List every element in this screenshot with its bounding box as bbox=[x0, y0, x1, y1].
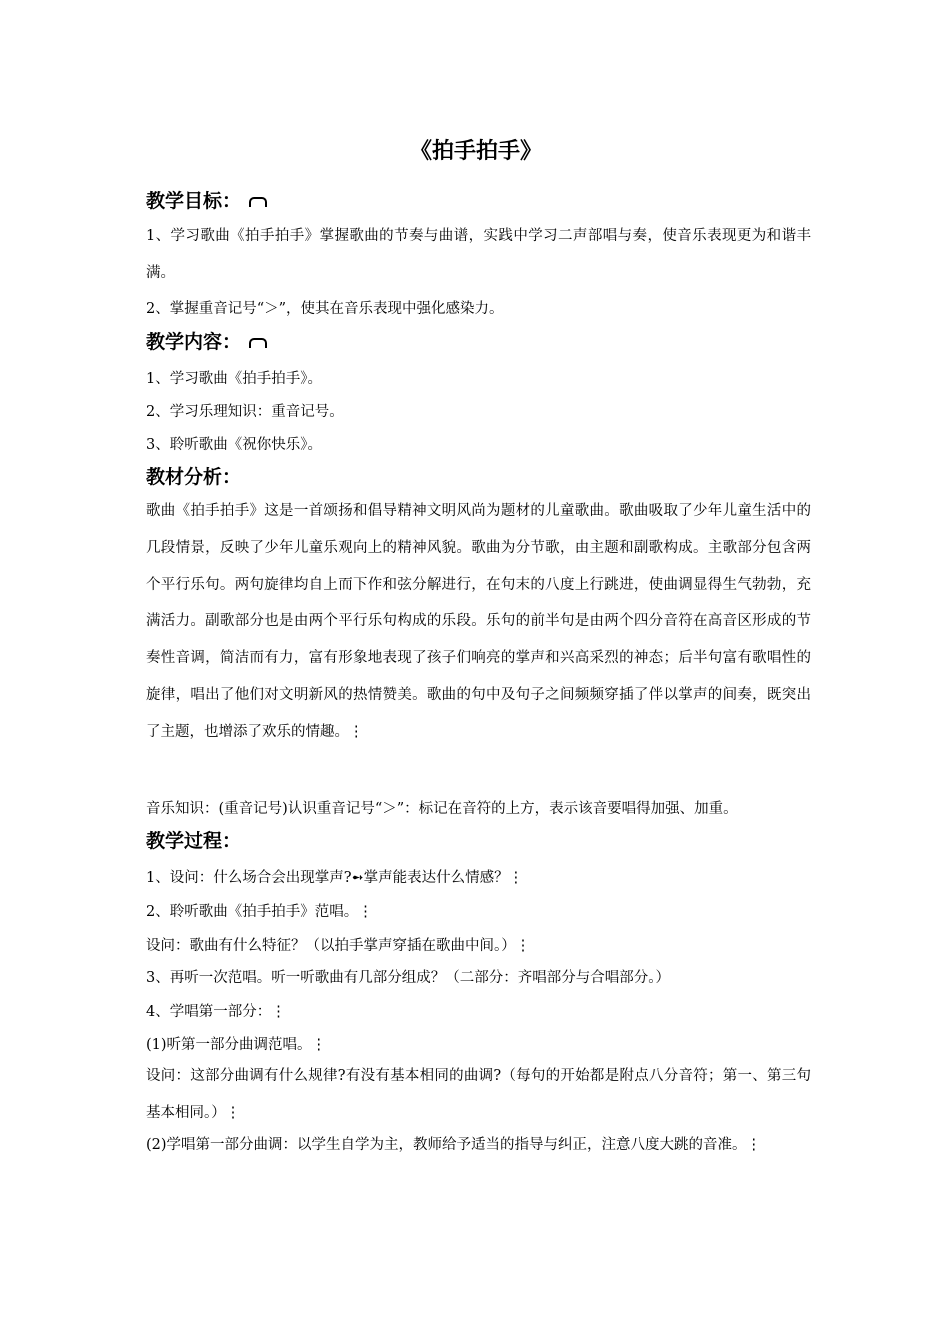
process-line-1: 1、设问：什么场合会出现掌声?➻掌声能表达什么情感？⋮ bbox=[146, 870, 524, 886]
analysis-paragraph: 歌曲《拍手拍手》这是一首颂扬和倡导精神文明风尚为题材的儿童歌曲。歌曲吸取了少年儿童生活中的几段情景，反映了少年儿童乐观向上的精神风貌。歌曲为分节歌，由主题和副歌构成。主歌部分包含两个平行乐句。两句旋律均自上而下作和弦分解进行，在句末的八度上行跳进，使曲调显得生气勃勃，充满活力。副歌部分也是由两个平行乐句构成的乐段。乐句的前半句是由两个四分音符在高音区形成的节奏性音调，简洁而有力，富有形象地表现了孩子们响亮的掌声和兴高采烈的神态；后半句富有歌唱性的旋律，唱出了他们对文明新风的热情赞美。歌曲的句中及句子之间频频穿插了伴以掌声的间奏，既突出了主题，也增添了欢乐的情趣。⋮ bbox=[146, 503, 811, 740]
section-heading-analysis: 教材分析： bbox=[146, 466, 242, 488]
heading-mark-icon bbox=[249, 197, 267, 207]
process-line-8: (2)学唱第一部分曲调：以学生自学为主，教师给予适当的指导与纠正，注意八度大跳的音准。⋮ bbox=[146, 1137, 762, 1153]
content-item-2: 2、学习乐理知识：重音记号。 bbox=[146, 404, 344, 420]
heading-mark-icon bbox=[249, 338, 267, 348]
process-line-5: 4、学唱第一部分：⋮ bbox=[146, 1004, 286, 1020]
section-heading-goals: 教学目标： bbox=[146, 186, 267, 213]
process-line-2: 2、聆听歌曲《拍手拍手》范唱。⋮ bbox=[146, 904, 373, 920]
goals-paragraph-1: 1、学习歌曲《拍手拍手》掌握歌曲的节奏与曲谱，实践中学习二声部唱与奏，使音乐表现更为和谐丰满。 bbox=[146, 228, 811, 281]
process-line-3: 设问：歌曲有什么特征？（以拍手掌声穿插在歌曲中间。）⋮ bbox=[146, 938, 531, 954]
content-item-3: 3、聆听歌曲《祝你快乐》。 bbox=[146, 437, 322, 453]
page-title: 《拍手拍手》 bbox=[409, 139, 542, 164]
goals-paragraph-2: 2、掌握重音记号“＞”，使其在音乐表现中强化感染力。 bbox=[146, 301, 504, 317]
process-line-4: 3、再听一次范唱。听一听歌曲有几部分组成？（二部分：齐唱部分与合唱部分。） bbox=[146, 970, 670, 986]
process-line-7: 设问：这部分曲调有什么规律?有没有基本相同的曲调?（每句的开始都是附点八分音符；第一、第三句基本相同。）⋮ bbox=[146, 1068, 811, 1121]
content-item-1: 1、学习歌曲《拍手拍手》。 bbox=[146, 371, 322, 387]
process-line-6: (1)听第一部分曲调范唱。⋮ bbox=[146, 1037, 327, 1053]
section-heading-content: 教学内容： bbox=[146, 327, 267, 354]
music-knowledge-note: 音乐知识：(重音记号)认识重音记号“＞”：标记在音符的上方，表示该音要唱得加强、加重。 bbox=[146, 801, 738, 817]
section-heading-process: 教学过程： bbox=[146, 830, 242, 852]
